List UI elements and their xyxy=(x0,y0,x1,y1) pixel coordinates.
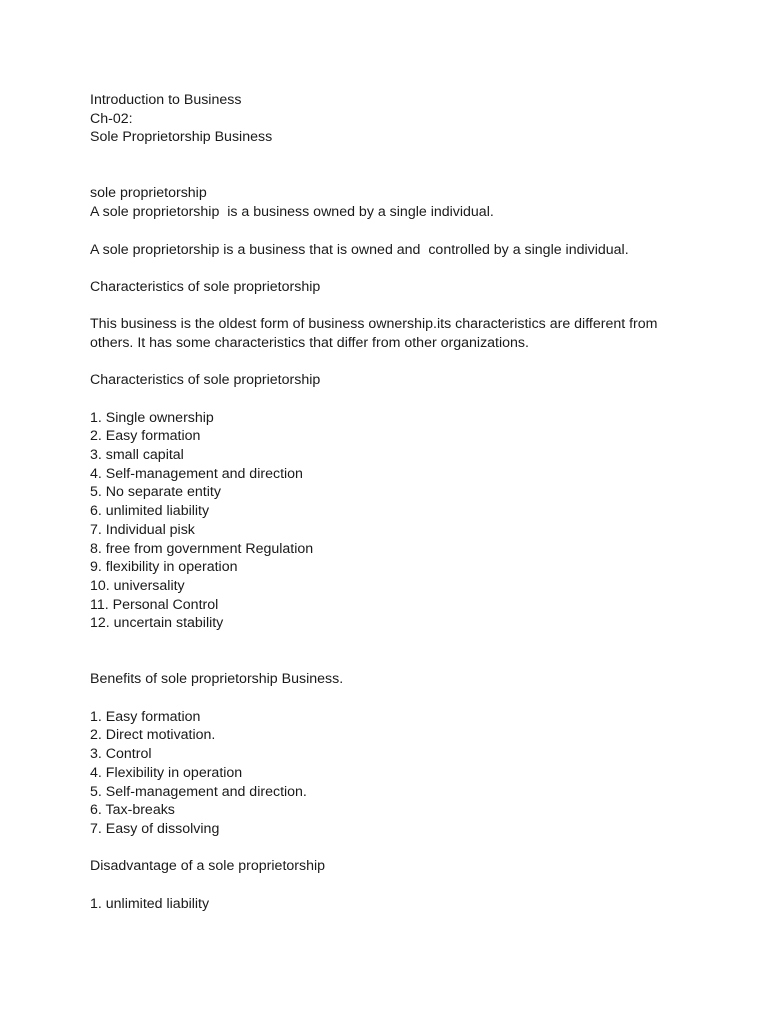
chapter-title: Sole Proprietorship Business xyxy=(90,129,273,146)
spacer xyxy=(90,390,690,409)
list-item: 10. universality xyxy=(90,577,185,594)
list-item: 9. flexibility in operation xyxy=(90,559,238,576)
disadvantages-list xyxy=(90,895,690,914)
list-item: 7. Easy of dissolving xyxy=(90,820,220,837)
list-item: 1. Single ownership xyxy=(90,409,214,426)
list-item: 2. Direct motivation. xyxy=(90,727,216,744)
list-item: 3. small capital xyxy=(90,447,184,464)
list-item: 6. unlimited liability xyxy=(90,503,210,520)
characteristics-list xyxy=(90,409,690,633)
spacer xyxy=(90,633,690,670)
characteristics-intro-paragraph: This business is the oldest form of business ownership.its characteristics are different from others. It has some characteristics that differ from other organizations. xyxy=(90,316,658,351)
list-item: 1. unlimited liability xyxy=(90,895,210,912)
list-item: 11. Personal Control xyxy=(90,596,219,613)
spacer xyxy=(90,222,690,241)
spacer xyxy=(90,839,690,858)
list-item: 5. No separate entity xyxy=(90,484,221,501)
benefits-list xyxy=(90,708,690,839)
list-item: 8. free from government Regulation xyxy=(90,540,314,557)
spacer xyxy=(90,689,690,708)
characteristics-heading: Characteristics of sole proprietorship xyxy=(90,372,321,389)
course-title: Introduction to Business xyxy=(90,92,242,108)
spacer xyxy=(90,259,690,278)
list-item: 1. Easy formation xyxy=(90,708,201,725)
list-item: 4. Flexibility in operation xyxy=(90,764,243,781)
definition-text-2: A sole proprietorship is a business that is owned and controlled by a single individual. xyxy=(90,241,629,258)
spacer xyxy=(90,876,690,895)
definition-text-1: A sole proprietorship is a business owned by a single individual. xyxy=(90,204,494,221)
list-item: 12. uncertain stability xyxy=(90,615,224,632)
list-item: 6. Tax-breaks xyxy=(90,802,175,819)
definition-term: sole proprietorship xyxy=(90,185,207,202)
list-item: 3. Control xyxy=(90,746,152,763)
spacer xyxy=(90,147,690,184)
characteristics-intro-heading: Characteristics of sole proprietorship xyxy=(90,278,321,295)
benefits-heading: Benefits of sole proprietorship Business. xyxy=(90,671,344,688)
list-item: 7. Individual pisk xyxy=(90,521,195,538)
list-item: 5. Self-management and direction. xyxy=(90,783,307,800)
spacer xyxy=(90,353,690,372)
document-page xyxy=(90,91,690,913)
disadvantages-heading: Disadvantage of a sole proprietorship xyxy=(90,858,326,875)
list-item: 2. Easy formation xyxy=(90,428,201,445)
chapter-number: Ch-02: xyxy=(90,110,133,127)
list-item: 4. Self-management and direction xyxy=(90,465,303,482)
spacer xyxy=(90,297,690,316)
